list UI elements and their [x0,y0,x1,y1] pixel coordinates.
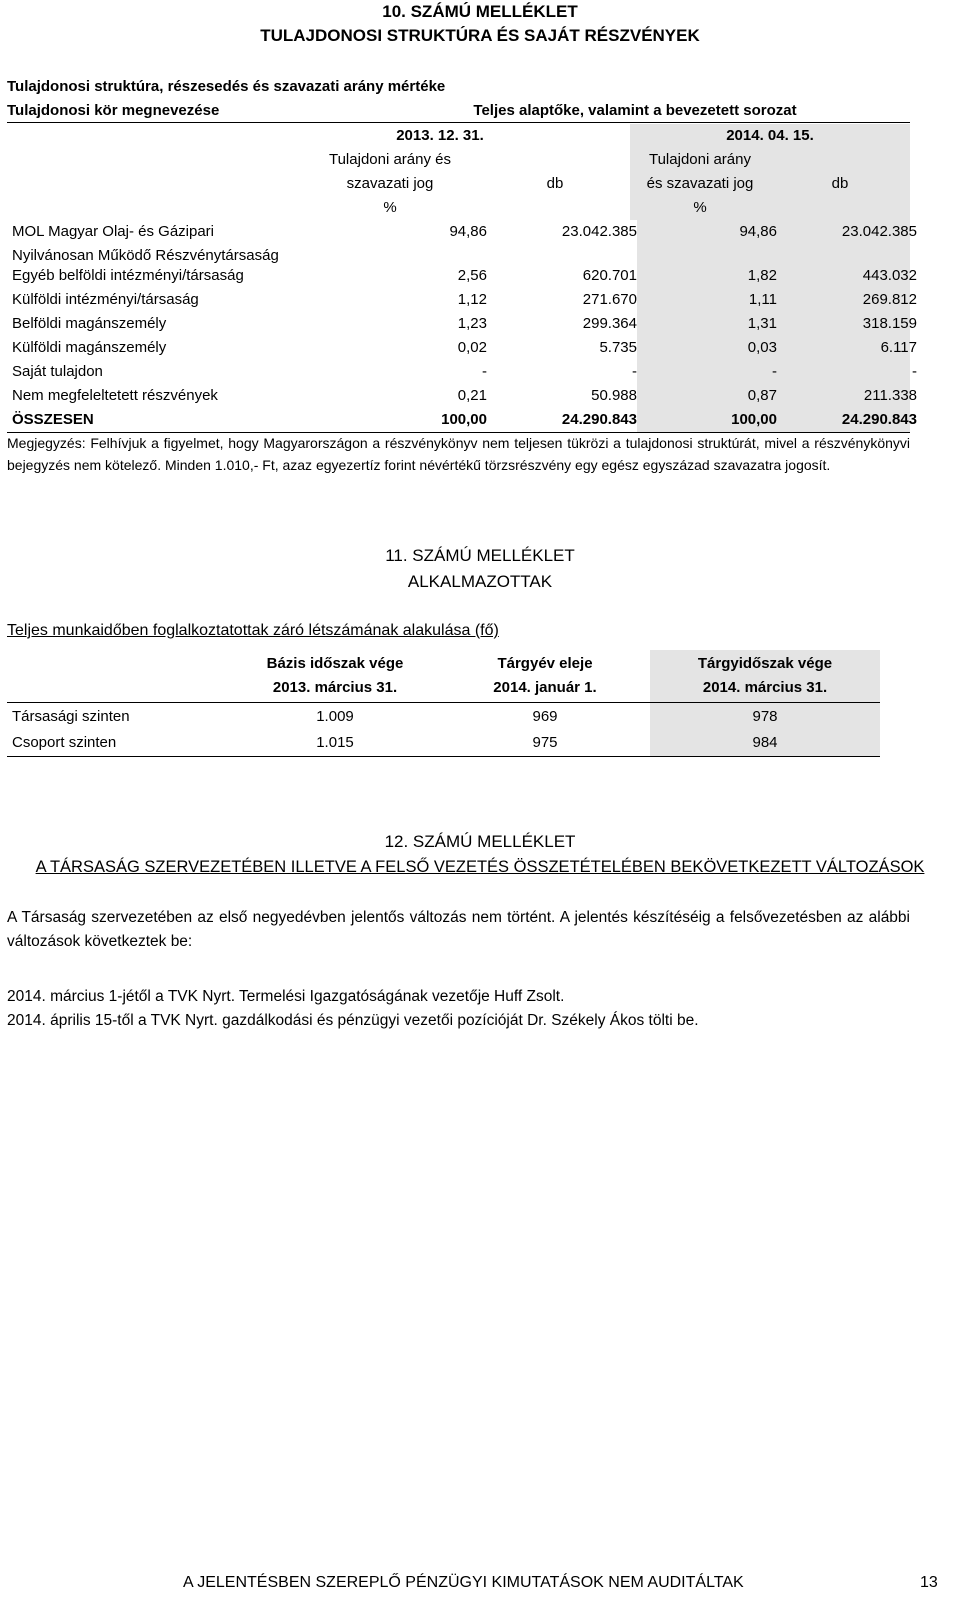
date-2013: 2013. 12. 31. [396,127,484,144]
s11-title: 11. SZÁMÚ MELLÉKLET [385,546,575,565]
ownership-table-caption: Tulajdonosi struktúra, részesedés és szavazati arány mértéke [7,78,446,95]
row-v4: 318.159 [862,315,917,332]
row-v4: 443.032 [862,267,917,284]
total-v1: 100,00 [441,411,487,428]
s11-subtitle: ALKALMAZOTTAK [407,572,553,591]
mol-v3: 94,86 [739,223,777,240]
row-v3: 1,82 [747,267,777,284]
table-row [7,288,917,312]
footer-notice: A JELENTÉSBEN SZEREPLŐ PÉNZÜGYI KIMUTATÁSOK NEM AUDITÁLTAK [183,1574,744,1591]
row-v1: 2,56 [457,267,487,284]
table-row [7,360,917,384]
employee-row [7,704,880,730]
emp-row-v3: 984 [752,734,778,751]
total-row [7,408,917,432]
row-v3: 0,03 [747,339,777,356]
s12-title: 12. SZÁMÚ MELLÉKLET [384,832,576,851]
row-v3: 1,31 [747,315,777,332]
emp-row-v3: 978 [752,708,778,725]
row-v1: 0,02 [457,339,487,356]
emp-header-periodend: Tárgyidőszak vége 2014. március 31. [697,655,833,696]
mol-v1: 94,86 [449,223,487,240]
row-v2: 299.364 [582,315,637,332]
emp-row-v1: 1.009 [316,708,354,725]
mol-row [7,220,917,244]
row-v3: - [772,363,777,380]
emp-header-rule [7,702,880,703]
emp-row-v2: 975 [532,734,558,751]
header-ratio-2013: Tulajdoni arány és szavazati jog % [328,151,451,216]
row-v2: 50.988 [591,387,637,404]
col-group-header: Teljes alaptőke, valamint a bevezetett sorozat [473,102,797,119]
emp-row-label: Társasági szinten [12,708,130,725]
employees-caption: Teljes munkaidőben foglalkoztatottak záró létszámának alakulása (fő) [7,622,499,639]
s10-title: 10. SZÁMÚ MELLÉKLET [382,2,578,21]
header-ratio-2014: Tulajdoni arány és szavazati jog % [646,151,754,216]
row-v2: 620.701 [582,267,637,284]
row-v2: - [632,363,637,380]
emp-header-yearstart: Tárgyév eleje 2014. január 1. [493,655,597,696]
header-db-2014: db [831,175,849,192]
row-label: Külföldi magánszemély [12,339,167,356]
table-row [7,384,917,408]
emp-row-v2: 969 [532,708,558,725]
row-v3: 0,87 [747,387,777,404]
row-label: Egyéb belföldi intézményi/társaság [12,267,244,284]
row-v1: 1,23 [457,315,487,332]
row-v4: - [912,363,917,380]
changes-paragraph: A Társaság szervezetében az első negyedévben jelentős változás nem történt. A jelentés készítéséig a felsővezetésben az alábbi változások következtek be: [7,909,910,950]
mol-label: MOL Magyar Olaj- és Gázipari Nyilvánosan Működő Részvénytársaság [12,223,279,264]
table-row [7,264,917,288]
row-v1: 1,12 [457,291,487,308]
emp-bottom-rule [7,756,880,757]
s10-subtitle: TULAJDONOSI STRUKTÚRA ÉS SAJÁT RÉSZVÉNYEK [260,26,700,45]
table-row [7,336,917,360]
row-v4: 269.812 [862,291,917,308]
header-rule [7,122,910,123]
emp-row-label: Csoport szinten [12,734,117,751]
row-v3: 1,11 [748,291,777,308]
total-v2: 24.290.843 [561,411,637,428]
header-db-2013: db [546,175,564,192]
s12-subtitle: A TÁRSASÁG SZERVEZETÉBEN ILLETVE A FELSŐ VEZETÉS ÖSSZETÉTELÉBEN BEKÖVETKEZETT VÁLTOZÁSOK [35,858,925,876]
row-label: Saját tulajdon [12,363,103,380]
total-v4: 24.290.843 [841,411,917,428]
table-row [7,312,917,336]
emp-header-base: Bázis időszak vége 2013. március 31. [266,655,404,696]
row-v4: 211.338 [863,387,917,404]
row-v2: 5.735 [599,339,637,356]
total-label: ÖSSZESEN [12,411,94,428]
change-item-2: 2014. április 15-től a TVK Nyrt. gazdálkodási és pénzügyi vezetői pozícióját Dr. Székely Ákos tölti be. [7,1012,699,1029]
row-v1: - [482,363,487,380]
emp-row-v1: 1.015 [316,734,354,751]
row-label: Külföldi intézményi/társaság [12,291,199,308]
change-item-1: 2014. március 1-jétől a TVK Nyrt. Termelési Igazgatóságának vezetője Huff Zsolt. [7,988,565,1005]
mol-v2: 23.042.385 [561,223,637,240]
row-v4: 6.117 [880,339,917,356]
row-v2: 271.670 [582,291,637,308]
row-label: Belföldi magánszemély [12,315,167,332]
mol-v4: 23.042.385 [841,223,917,240]
row-v1: 0,21 [457,387,487,404]
total-v3: 100,00 [731,411,777,428]
row-label: Nem megfeleltetett részvények [12,387,218,404]
ownership-note: Megjegyzés: Felhívjuk a figyelmet, hogy Magyarországon a részvénykönyv nem teljesen tükrözi a tulajdonosi struktúrát, mivel a részvénykönyvi bejegyzés nem kötelező. Minden 1.010,- Ft, azaz egyezertíz forint névértékű törzsrészvény egy egész egyszázad szavazatra jogosít. [7,435,910,473]
date-2014: 2014. 04. 15. [630,124,910,148]
col-owner-header: Tulajdonosi kör megnevezése [7,102,220,119]
employee-row [7,730,880,756]
page-number: 13 [920,1574,938,1591]
